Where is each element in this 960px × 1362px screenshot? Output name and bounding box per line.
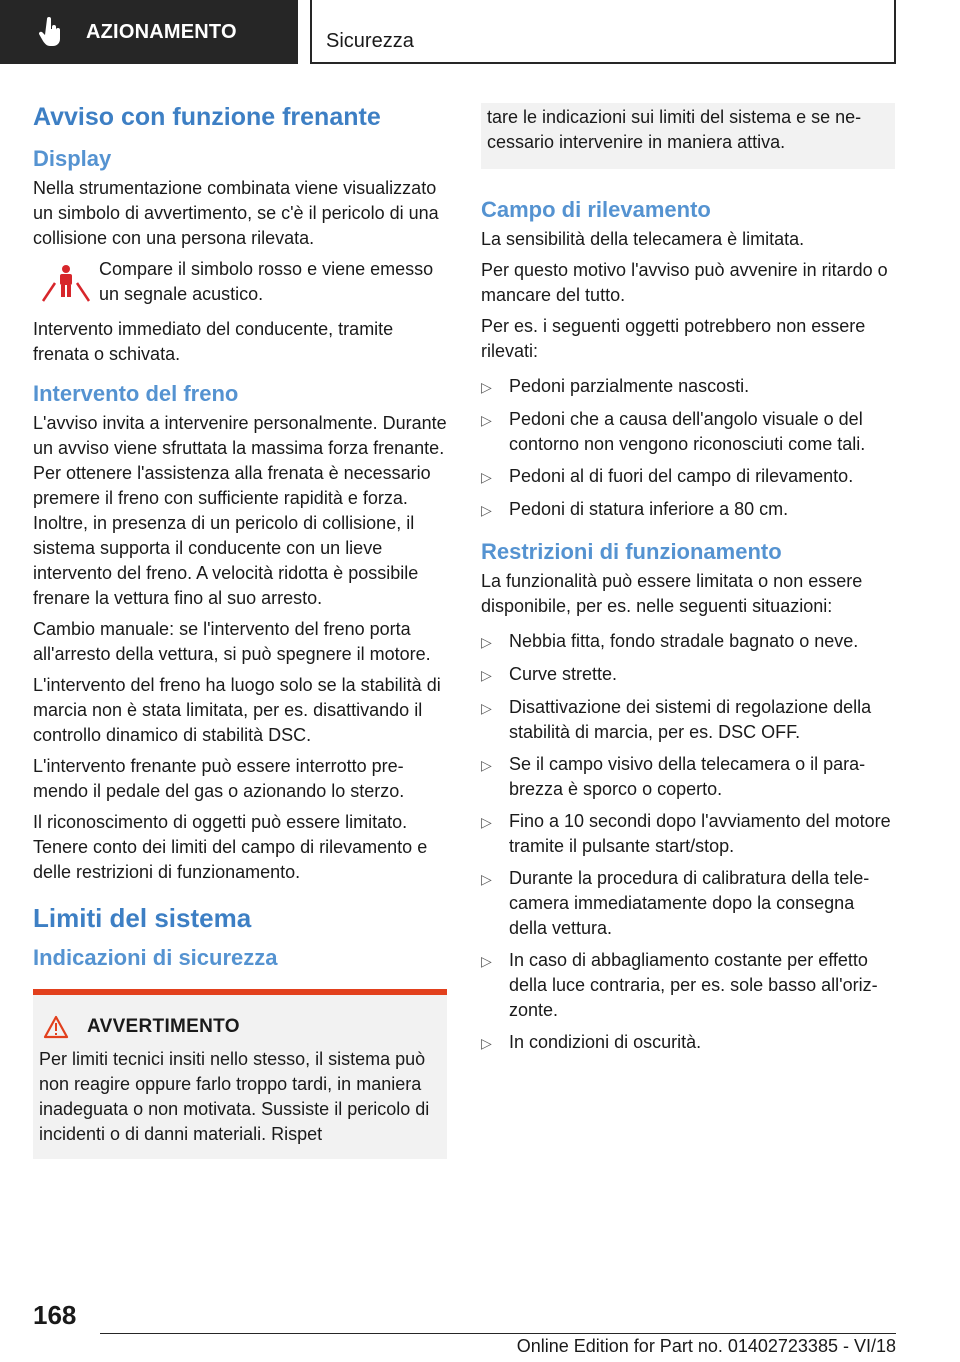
bullet-triangle-icon: ▷ (481, 412, 492, 428)
warning-triangle-icon (43, 1015, 69, 1039)
brake-paragraph-5: Il riconoscimento di oggetti può essere limitato. Tenere conto dei limiti del campo di rilevamento e delle restrizioni di funzionamento. (33, 812, 428, 882)
list-item: ▷ Pedoni al di fuori del campo di rilevamento. (481, 464, 895, 490)
right-column (481, 103, 895, 1063)
warning-text: Per limiti tecnici insiti nello stesso, il sistema può non reagire oppure farlo troppo tardi, in maniera inadeguata o non motivata. Sussiste il pericolo di incidenti o di danni materiali. Rispet (39, 1049, 430, 1144)
bullet-triangle-icon: ▷ (481, 634, 492, 650)
brake-paragraph-2: Cambio manuale: se l'intervento del freno porta all'arresto della vettura, si può spegnere il motore. (33, 619, 431, 664)
section-label: AZIONAMENTO (86, 20, 237, 43)
restrictions-paragraph-1: La funzionalità può essere limitata o non essere disponibile, per es. nelle seguenti situazioni: (481, 571, 863, 616)
brake-paragraph-4: L'intervento frenante può essere interrotto premendo il pedale del gas o azionando lo sterzo. (33, 756, 405, 801)
list-item: ▷ Disattivazione dei sistemi di regolazione della stabilità di marcia, per es. DSC OFF. (481, 695, 895, 745)
limits-title: Limiti del sistema (33, 903, 252, 933)
list-item: ▷ Pedoni di statura inferiore a 80 cm. (481, 497, 895, 523)
list-item: ▷ Durante la procedura di calibratura della telecamera immediatamente dopo la consegna della vettura. (481, 866, 895, 941)
safety-heading: Indicazioni di sicurezza (33, 945, 278, 970)
detection-list (481, 374, 895, 523)
bullet-triangle-icon: ▷ (481, 757, 492, 773)
subsection-label: Sicurezza (326, 30, 414, 52)
bullet-triangle-icon: ▷ (481, 1035, 492, 1051)
bullet-triangle-icon: ▷ (481, 502, 492, 518)
warning-box (33, 989, 447, 1159)
list-item: ▷ In condizioni di oscurità. (481, 1030, 895, 1056)
list-item: ▷ Curve strette. (481, 662, 895, 688)
subsection-header (310, 0, 896, 64)
section-title: Avviso con funzione frenante (33, 103, 381, 131)
list-item: ▷ Pedoni parzialmente nascosti. (481, 374, 895, 400)
detection-heading: Campo di rilevamento (481, 197, 711, 222)
list-item: ▷ In caso di abbagliamento costante per effetto della luce contraria, per es. sole basso all'orizzonte. (481, 948, 895, 1023)
brake-paragraph-1: L'avviso invita a intervenire personalmente. Durante un avviso viene sfruttata la massima forza frenante. Per ottenere l'assistenza alla frenata è necessario premere il freno con sufficiente rapidità e forza. Inoltre, in presenza di un pericolo di collisione, il sistema supporta il conducente con un lieve intervento del freno. A velocità ridotta è possibile frenare la vettura fino al suo arresto. (33, 413, 447, 608)
warning-title: AVVERTIMENTO (87, 1016, 240, 1037)
restrictions-heading: Restrizioni di funzionamento (481, 539, 782, 564)
bullet-triangle-icon: ▷ (481, 469, 492, 485)
bullet-triangle-icon: ▷ (481, 871, 492, 887)
list-item: ▷ Se il campo visivo della telecamera o il parabrezza è sporco o coperto. (481, 752, 895, 802)
warning-symbol-row (33, 257, 447, 307)
left-column (33, 100, 447, 1159)
brake-heading: Intervento del freno (33, 381, 239, 406)
detection-paragraph-2: Per questo motivo l'avviso può avvenire in ritardo o mancare del tutto. (481, 260, 888, 305)
list-item: ▷ Pedoni che a causa dell'angolo visuale o del contorno non vengono riconosciuti come tali. (481, 407, 895, 457)
section-tab (0, 0, 298, 64)
bullet-triangle-icon: ▷ (481, 700, 492, 716)
hand-pointer-icon (38, 17, 64, 47)
list-item: ▷ Nebbia fitta, fondo stradale bagnato o neve. (481, 629, 895, 655)
warning-text-continued: tare le indicazioni sui limiti del sistema e se necessario intervenire in maniera attiva. (487, 107, 862, 152)
warning-symbol-text: Compare il simbolo rosso e viene emesso un segnale acustico. (99, 259, 434, 304)
pedestrian-warning-icon (33, 257, 99, 307)
bullet-triangle-icon: ▷ (481, 667, 492, 683)
warning-header (39, 1015, 433, 1039)
restrictions-list (481, 629, 895, 1056)
footer-divider (100, 1333, 896, 1334)
bullet-triangle-icon: ▷ (481, 953, 492, 969)
display-heading: Display (33, 146, 112, 171)
detection-paragraph-1: La sensibilità della telecamera è limitata. (481, 229, 805, 249)
list-item: ▷ Fino a 10 secondi dopo l'avviamento del motore tramite il pulsante start/stop. (481, 809, 895, 859)
display-paragraph-2: Intervento immediato del conducente, tramite frenata o schivata. (33, 319, 394, 364)
warning-box-continued (481, 103, 895, 169)
footer-edition: Online Edition for Part no. 01402723385 - VI/18 (516, 1336, 896, 1356)
page-number: 168 (33, 1300, 77, 1330)
detection-paragraph-3: Per es. i seguenti oggetti potrebbero non essere rilevati: (481, 316, 866, 361)
bullet-triangle-icon: ▷ (481, 379, 492, 395)
display-paragraph-1: Nella strumentazione combinata viene visualizzato un simbolo di avvertimento, se c'è il pericolo di una collisione con una persona rilevata. (33, 178, 439, 248)
bullet-triangle-icon: ▷ (481, 814, 492, 830)
brake-paragraph-3: L'intervento del freno ha luogo solo se la stabilità di marcia non è stata limitata, per es. disattivando il controllo dinamico di stabilità DSC. (33, 675, 441, 745)
